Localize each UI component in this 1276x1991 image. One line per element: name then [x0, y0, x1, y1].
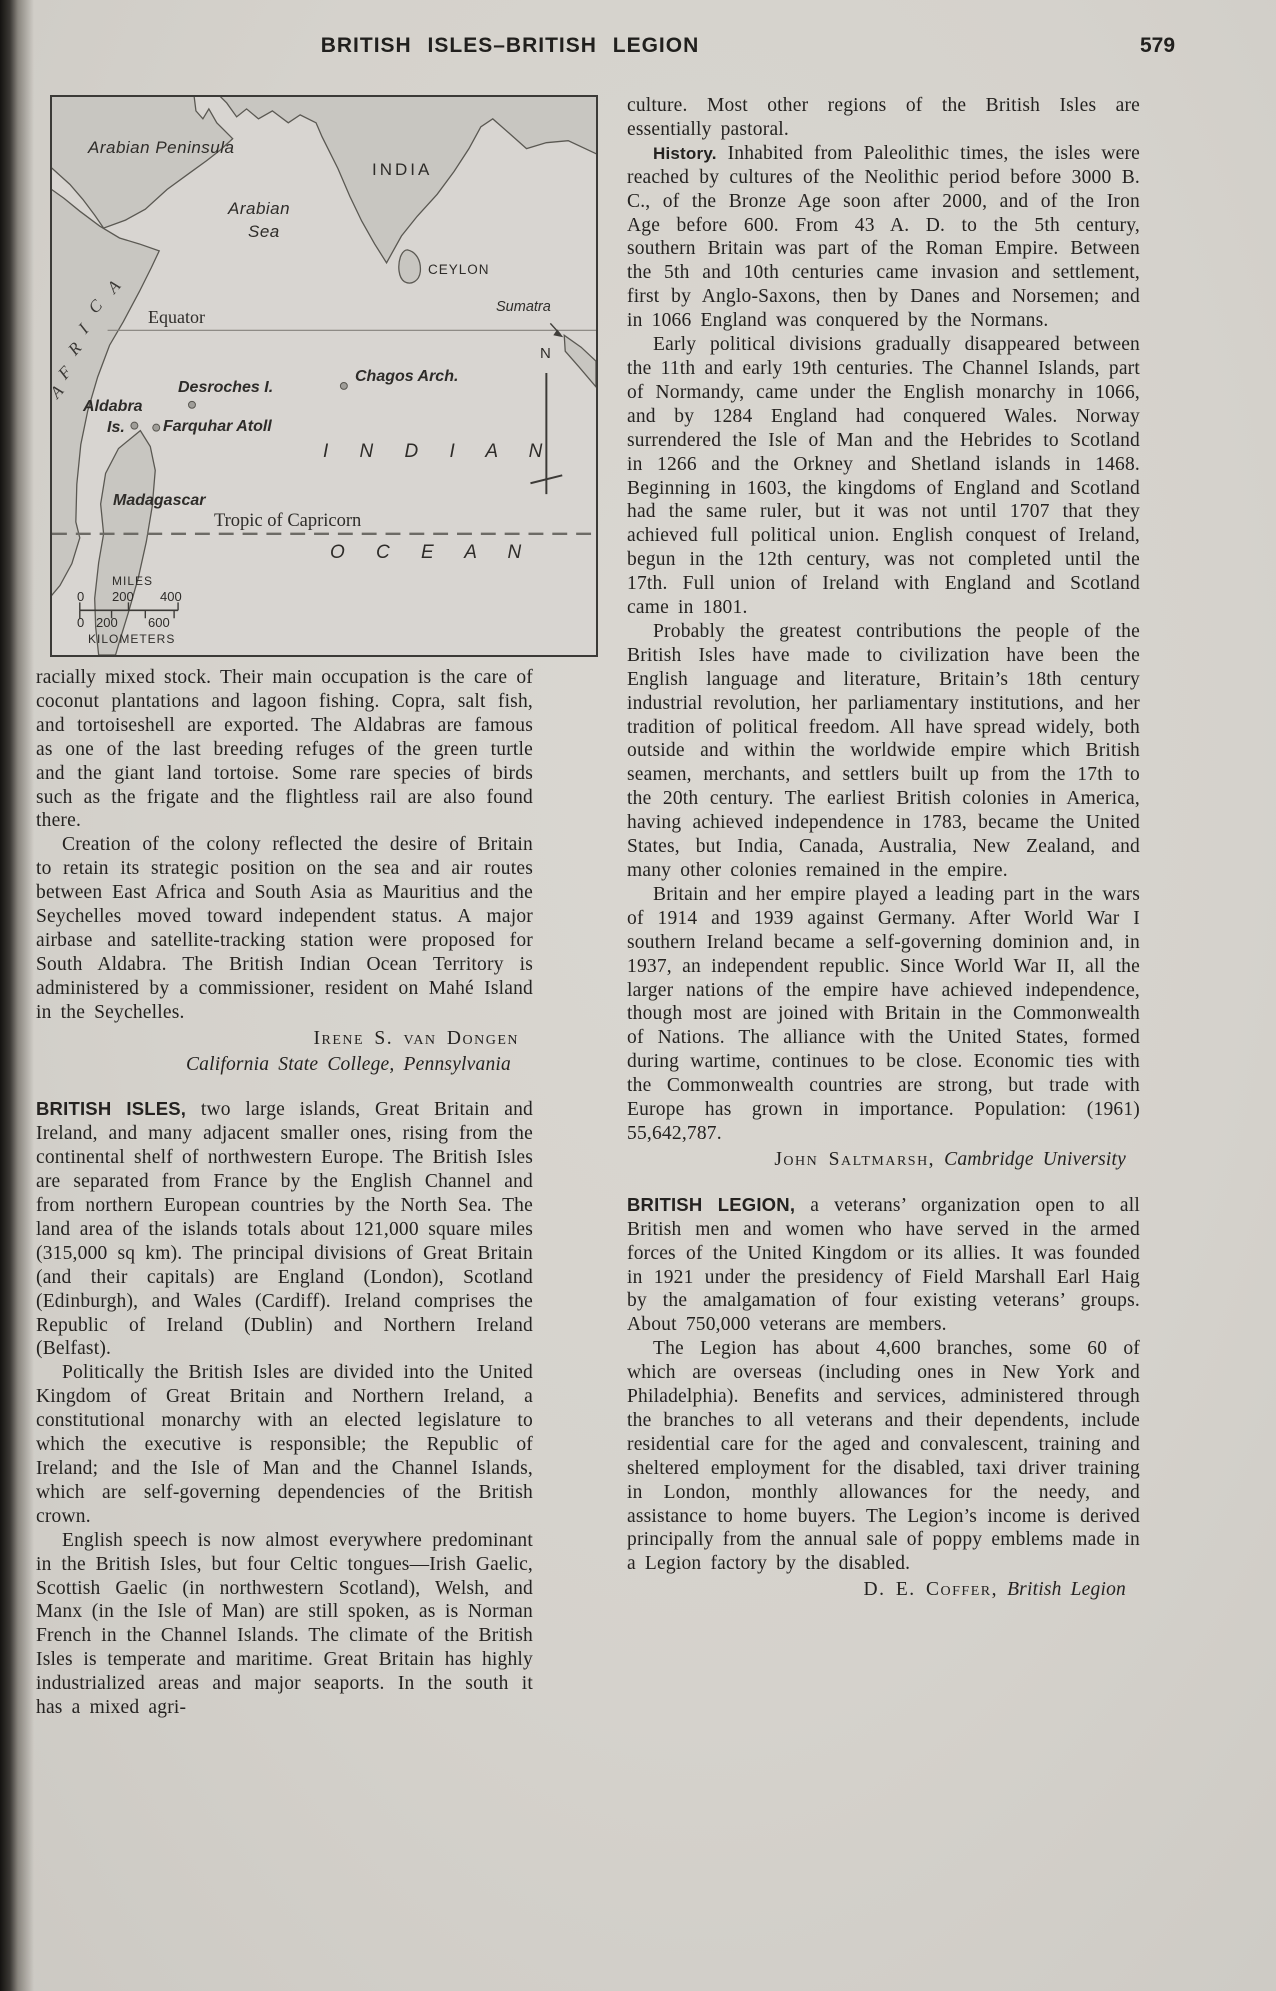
map-label-arabian-sea: Sea [248, 222, 280, 241]
entry-lead-text: two large islands, Great Britain and Ireland, and many adjacent smaller ones, rising from the continental shelf of northwestern Europe. The British Isles are separated from France by the English Channel and from northern European countries by the North Sea. The land area of the islands totals about 121,000 square miles (315,000 sq km). The principal divisions of Great Britain (and their capitals) are England (London), Scotland (Edinburgh), and Wales (Cardiff). Ireland comprises the Republic of Ireland (Dublin) and Northern Ireland (Belfast). [36, 1099, 533, 1360]
map-label-africa-letter: A [103, 276, 125, 297]
paragraph: culture. Most other regions of the British Isles are essentially pastoral. [627, 95, 1140, 140]
page-number: 579 [1140, 34, 1176, 57]
history-text: Inhabited from Paleolithic times, the isles were reached by cultures of the Neolithic period before 3000 B. C., of the Bronze Age soon after 2000, and of the Iron Age before 600. From 43 A. D. to the 5th century, southern Britain was part of the Roman Empire. Between the 5th and 10th centuries came invasion and settlement, first by Anglo-Saxons, then by Danes and Norsemen; and in 1066 England was conquered by the Normans. [627, 142, 1140, 332]
entry-british-isles [36, 1097, 533, 1361]
desroches-dot [188, 401, 195, 408]
map-artwork [52, 97, 596, 655]
map-label-india: INDIA [372, 160, 433, 179]
map-scale-tick-label: 200 [112, 589, 134, 604]
left-column [36, 666, 533, 1720]
map-label-equator: Equator [148, 307, 205, 327]
map-label-africa-letter: R [64, 338, 86, 359]
paragraph: Politically the British Isles are divided into the United Kingdom of Great Britain and Northern Ireland, a constitutional monarchy with an elected legislature to which the executive is responsible; the Republic of Ireland; and the Isle of Man and the Channel Islands, which are self-governing dependencies of the British crown. [36, 1362, 533, 1527]
history-subhead: History. [653, 143, 717, 163]
map-label-desroches-island: Desroches I. [178, 379, 274, 396]
byline-author: Irene S. van Dongen [313, 1027, 519, 1049]
map-label-africa-letter: A [46, 381, 68, 402]
map-scale-tick-label: 400 [160, 589, 182, 604]
map-compass-north-label: N [540, 345, 551, 362]
byline [627, 1148, 1140, 1172]
aldabra-dot [131, 422, 138, 429]
map-label-aldabra-islands: Aldabra [83, 398, 143, 415]
map-scale-miles-label: MILES [112, 574, 154, 588]
map-label-arabian-peninsula: Arabian Peninsula [88, 138, 235, 157]
map-label-sumatra: Sumatra [496, 299, 551, 315]
map-label-africa-letter: I [74, 320, 93, 338]
chagos-dot [340, 382, 347, 389]
entry-british-legion [627, 1193, 1140, 1337]
map-scale-tick-label: 600 [148, 615, 170, 630]
map-label-africa-letter: F [54, 362, 76, 383]
map-label-arabian-sea: Arabian [228, 199, 291, 218]
map-label-tropic-of-capricorn: Tropic of Capricorn [214, 511, 362, 531]
map-label-chagos-archipelago: Chagos Arch. [355, 368, 459, 385]
book-binding-shadow [0, 0, 34, 1991]
running-head: BRITISH ISLES–BRITISH LEGION [320, 34, 700, 57]
map-label-ocean: O C E A N [330, 542, 535, 563]
map-scale-tick-label: 200 [96, 615, 118, 630]
right-column [627, 94, 1140, 1602]
map-scale-kilometers-label: KILOMETERS [88, 632, 176, 646]
byline-author: D. E. Coffer, [863, 1579, 998, 1601]
paragraph: racially mixed stock. Their main occupation is the care of coconut plantations and lagoon fishing. Copra, salt fish, and tortoiseshell are exported. The Aldabras are famous as one of the last breeding refuges of the green turtle and the giant land tortoise. Some rare species of birds such as the frigate and the flightless rail are also found there. [36, 667, 533, 832]
paragraph: Britain and her empire played a leading part in the wars of 1914 and 1939 against Germany. After World War I southern Ireland became a self-governing dominion and, in 1937, an independent republic. Since World War II, all the larger nations of the empire have achieved independence, though most are joined with Britain in the Commonwealth of Nations. The alliance with the United States, formed during wartime, continues to be close. Economic ties with the Commonwealth countries are strong, but trade with Europe has grown in importance. Population: (1961) 55,642,787. [627, 883, 1140, 1144]
paragraph-history [627, 142, 1140, 333]
paragraph: Probably the greatest contributions the people of the British Isles have made to civilization have been the English language and literature, Britain’s 18th century industrial revolution, her parliamentary institutions, and her tradition of political freedom. All have spread widely, both outside and within the worldwide empire which British seamen, merchants, and settlers built up from the 17th to the 20th century. The earliest British colonies in America, having achieved independence in 1783, became the United States, but India, Canada, Australia, New Zealand, and many other colonies remained in the empire. [627, 620, 1140, 881]
byline-affiliation: British Legion [1007, 1579, 1126, 1601]
map-label-indian: I N D I A N [323, 441, 556, 462]
byline-affiliation: California State College, Pennsylvania [185, 1053, 511, 1075]
byline-affiliation: Cambridge University [944, 1148, 1126, 1170]
map-label-ceylon: CEYLON [428, 262, 490, 277]
map-label-farquhar-atoll: Farquhar Atoll [163, 418, 272, 435]
map-scale-tick-label: 0 [77, 615, 85, 630]
byline [36, 1027, 533, 1051]
map-label-aldabra-islands: Is. [107, 419, 125, 436]
map-scale-tick-label: 0 [77, 589, 85, 604]
entry-title: BRITISH ISLES, [36, 1098, 187, 1120]
paragraph: English speech is now almost everywhere predominant in the British Isles, but four Celtic tongues—Irish Gaelic, Scottish Gaelic (in northwestern Scotland), Welsh, and Manx (in the Isle of Man) are still spoken, as is Norman French in the Channel Islands. The climate of the British Isles is temperate and maritime. Great Britain has highly industrialized areas and major seaports. In the south it has a mixed agri- [36, 1529, 533, 1719]
entry-lead-text: a veterans’ organization open to all British men and women who have served in the armed forces of the United Kingdom or its allies. It was founded in 1921 under the presidency of Field Marshall Earl Haig by the amalgamation of four existing veterans’ groups. About 750,000 veterans are members. [627, 1194, 1140, 1336]
farquhar-dot [153, 424, 160, 431]
indian-ocean-map [46, 95, 598, 657]
entry-title: BRITISH LEGION, [627, 1193, 796, 1215]
byline-author: John Saltmarsh, [774, 1148, 936, 1170]
map-label-madagascar: Madagascar [113, 492, 206, 509]
paragraph: The Legion has about 4,600 branches, some 60 of which are overseas (including ones in New York and Philadelphia). Benefits and services, administered through the branches to all veterans and their dependents, include residential care for the aged and convalescent, training and sheltered employment for the disabled, taxi driver training in London, monthly allowances for the needy, and assistance to home buyers. The Legion’s income is derived principally from the annual sale of poppy emblems made in a Legion factory by the disabled. [627, 1338, 1140, 1575]
byline [627, 1578, 1140, 1602]
paragraph: Early political divisions gradually disappeared between the 11th and early 19th centuries. The Channel Islands, part of Normandy, came under the English monarchy in 1066, and by 1284 England had conquered Wales. Norway surrendered the Isle of Man and the Hebrides to Scotland in 1266 and the Orkney and Shetland islands in 1468. Beginning in 1603, the kingdoms of England and Scotland had the same ruler, but it was not until 1707 that they achieved full political union. English conquest of Ireland, begun in the 12th century, was not completed until the 17th. Full union of Ireland with England and Scotland came in 1801. [627, 334, 1140, 619]
map-label-africa-letter: C [84, 296, 107, 318]
paragraph: Creation of the colony reflected the desire of Britain to retain its strategic position on the sea and air routes between East Africa and South Asia as Mauritius and the Seychelles moved toward independent status. A major airbase and satellite-tracking station were proposed for South Aldabra. The British Indian Ocean Territory is administered by a commissioner, resident on Mahé Island in the Seychelles. [36, 834, 533, 1023]
